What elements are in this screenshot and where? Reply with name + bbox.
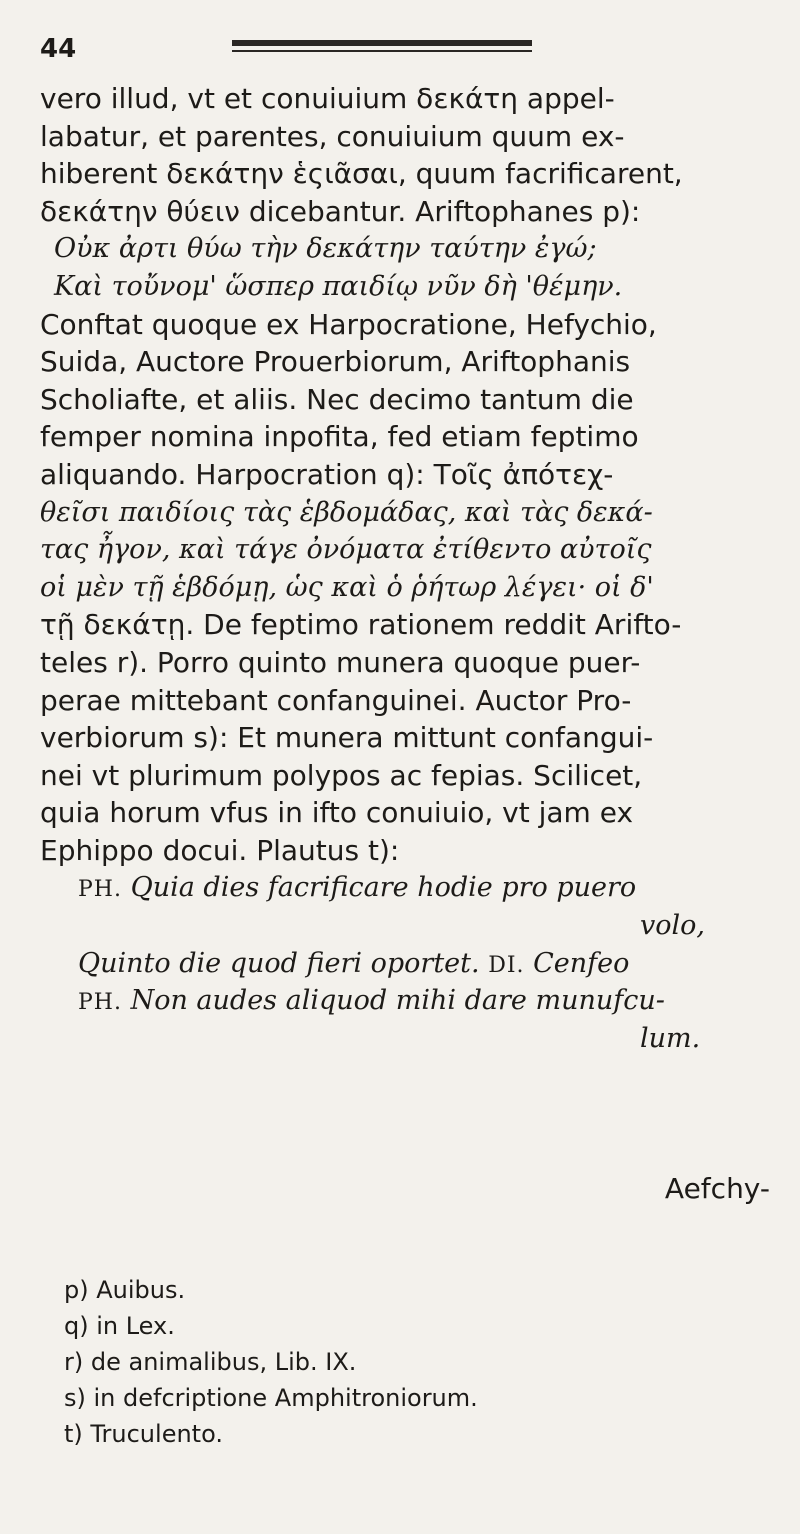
greek-text-line: τας ἦγον, καὶ τάγε ὀνόματα ἐτίθεντο αὐτοῖς	[40, 534, 652, 566]
greek-verse-line: Οὐκ ἀρτι θύω τὴν δεκάτην ταύτην ἐγώ;	[54, 233, 597, 265]
speaker-label: DI.	[488, 952, 525, 978]
verse-line: lum.	[640, 1022, 701, 1054]
speaker-label: PH.	[78, 990, 122, 1016]
greek-text-line: οἱ μὲν τῇ ἑβδόμῃ, ὡς καὶ ὁ ῥήτωρ λέγει· οἱ δ'	[40, 571, 654, 603]
verse-line	[40, 945, 780, 983]
verse-text: Non audes aliquod mihi dare munufcu-	[130, 985, 665, 1017]
footnote: t) Truculento.	[64, 1420, 223, 1448]
text-line: δεκάτην θύειν dicebantur. Ariftophanes p):	[40, 194, 641, 228]
footnote: q) in Lex.	[64, 1312, 175, 1340]
page-number: 44	[40, 34, 77, 64]
verse-text: Cenfeo	[533, 947, 630, 979]
verse-line	[40, 869, 780, 907]
text-line: τῇ δεκάτῃ. De feptimo rationem reddit Arifto-	[40, 608, 682, 642]
text-line: nei vt plurimum polypos ac fepias. Scilicet,	[40, 758, 643, 792]
greek-text-line: θεῖσι παιδίοις τὰς ἑβδομάδας, καὶ τὰς δεκά-	[40, 496, 653, 528]
catchword: Aefchy-	[664, 1172, 770, 1205]
text-line: quia horum vfus in ifto conuiuio, vt jam ex	[40, 796, 634, 830]
verse-line	[40, 982, 780, 1020]
header-rule	[232, 40, 532, 54]
verse-text: Quinto die quod fieri oportet.	[78, 947, 480, 979]
text-line: femper nomina inpofita, fed etiam feptimo	[40, 420, 639, 454]
greek-verse-line: Καὶ τοὔνομ' ὥσπερ παιδίῳ νῦν δὴ 'θέμην.	[54, 270, 623, 302]
text-line: vero illud, vt et conuiuium δεκάτη appel-	[40, 82, 615, 115]
text-line: hiberent δεκάτην ἑςιᾶσαι, quum facrificarent,	[40, 157, 683, 191]
text-line: aliquando. Harpocration q): Τοῖς ἀπότεχ-	[40, 457, 614, 491]
footnote: p) Auibus.	[64, 1276, 186, 1304]
verse-line: volo,	[640, 910, 705, 942]
text-line: verbiorum s): Et munera mittunt confangui-	[40, 721, 654, 755]
main-text	[40, 80, 780, 1057]
footnotes	[64, 1272, 478, 1452]
text-line: Scholiafte, et aliis. Nec decimo tantum die	[40, 382, 634, 416]
text-line: Suida, Auctore Prouerbiorum, Ariftophanis	[40, 345, 631, 379]
text-line: teles r). Porro quinto munera quoque puer-	[40, 645, 641, 679]
speaker-label: PH.	[78, 877, 122, 903]
text-line: labatur, et parentes, conuiuium quum ex-	[40, 119, 625, 153]
footnote: s) in defcriptione Amphitroniorum.	[64, 1384, 478, 1412]
verse-text: Quia dies facrificare hodie pro puero	[130, 872, 637, 904]
text-line: Ephippo docui. Plautus t):	[40, 833, 400, 867]
text-line: perae mittebant confanguinei. Auctor Pro-	[40, 683, 632, 717]
footnote: r) de animalibus, Lib. IX.	[64, 1348, 357, 1376]
text-line: Conftat quoque ex Harpocratione, Hefychio,	[40, 307, 657, 341]
